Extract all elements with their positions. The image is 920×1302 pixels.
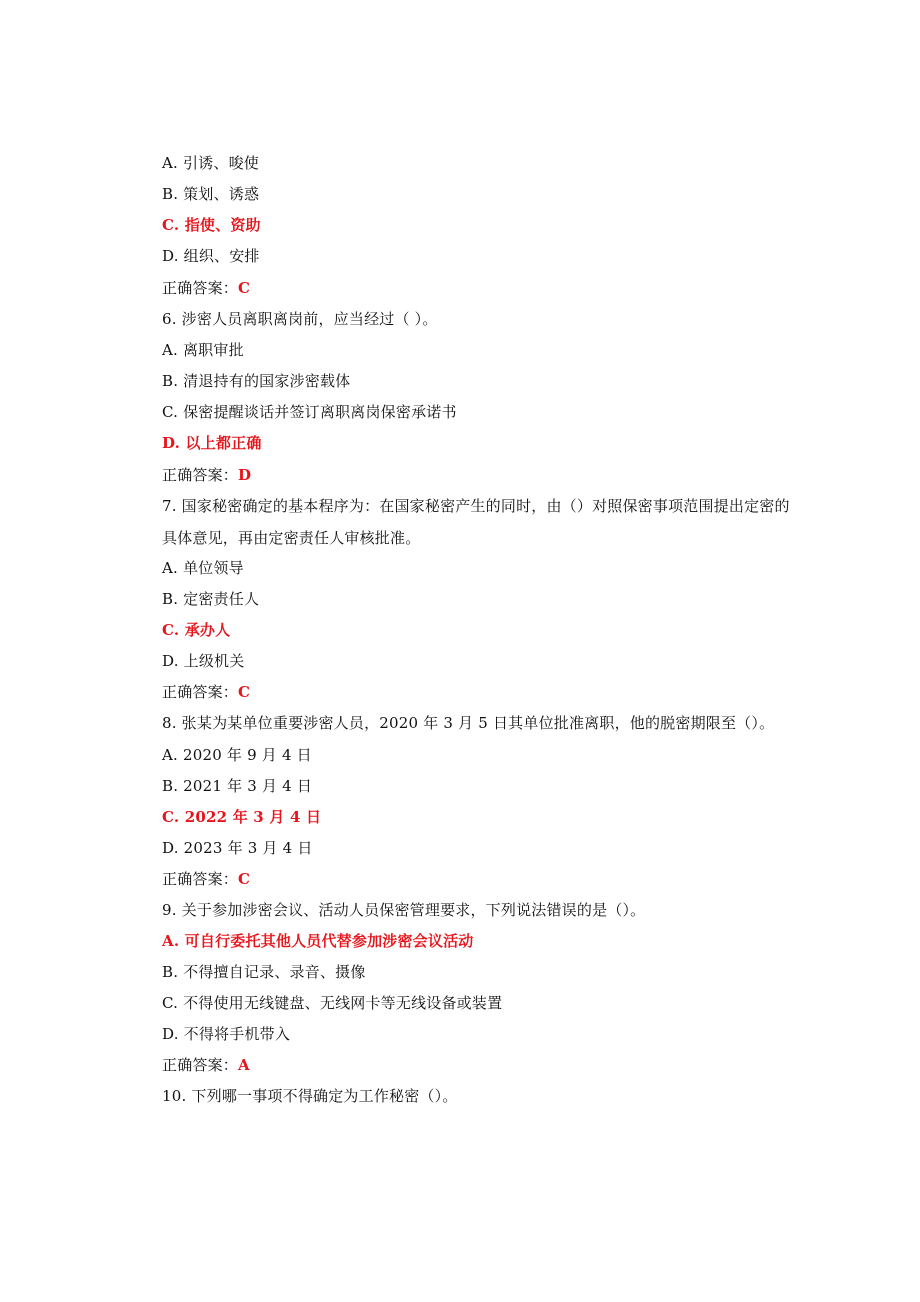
- answer-label: 正确答案：: [162, 1056, 239, 1074]
- q6-option-d-correct: D. 以上都正确: [162, 434, 262, 452]
- answer-value: A: [238, 1056, 250, 1074]
- q7-option-d: D. 上级机关: [162, 652, 245, 670]
- q7-stem: 7. 国家秘密确定的基本程序为：在国家秘密产生的同时，由（）对照保密事项范围提出定密的具体意见，再由定密责任人审核批准。: [162, 497, 790, 547]
- q6-answer: [162, 465, 251, 485]
- q8-option-b: B. 2021 年 3 月 4 日: [162, 777, 313, 795]
- answer-value: C: [238, 279, 251, 297]
- q5-option-b: B. 策划、诱惑: [162, 185, 260, 203]
- answer-label: 正确答案：: [162, 279, 239, 297]
- q7-answer: [162, 682, 250, 702]
- q8-option-c-correct: C. 2022 年 3 月 4 日: [162, 808, 322, 826]
- q5-option-d: D. 组织、安排: [162, 247, 260, 265]
- q9-stem: 9. 关于参加涉密会议、活动人员保密管理要求，下列说法错误的是（）。: [162, 901, 646, 919]
- q9-answer: [162, 1055, 250, 1075]
- q9-option-c: C. 不得使用无线键盘、无线网卡等无线设备或装置: [162, 994, 503, 1012]
- q8-option-d: D. 2023 年 3 月 4 日: [162, 839, 313, 857]
- q7-option-c-correct: C. 承办人: [162, 621, 231, 639]
- q6-option-a: A. 离职审批: [162, 341, 244, 359]
- q6-option-b: B. 清退持有的国家涉密载体: [162, 372, 351, 390]
- answer-value: C: [238, 870, 251, 888]
- q5-answer: [162, 278, 250, 298]
- q10-stem: 10. 下列哪一事项不得确定为工作秘密（）。: [162, 1087, 458, 1105]
- answer-label: 正确答案：: [162, 870, 239, 888]
- q8-option-a: A. 2020 年 9 月 4 日: [162, 746, 312, 764]
- answer-label: 正确答案：: [162, 683, 239, 701]
- q8-answer: [162, 869, 250, 889]
- answer-value: D: [238, 466, 252, 484]
- q9-option-d: D. 不得将手机带入: [162, 1025, 291, 1043]
- q8-stem: 8. 张某为某单位重要涉密人员，2020 年 3 月 5 日其单位批准离职，他的脱密期限至（）。: [162, 714, 775, 732]
- q6-stem: 6. 涉密人员离职离岗前，应当经过（ ）。: [162, 310, 438, 328]
- q5-option-c-correct: C. 指使、资助: [162, 216, 261, 234]
- q7-option-a: A. 单位领导: [162, 559, 244, 577]
- q6-option-c: C. 保密提醒谈话并签订离职离岗保密承诺书: [162, 403, 457, 421]
- q7-option-b: B. 定密责任人: [162, 590, 260, 608]
- q5-option-a: A. 引诱、唆使: [162, 154, 259, 172]
- answer-value: C: [238, 683, 251, 701]
- q9-option-b: B. 不得擅自记录、录音、摄像: [162, 963, 366, 981]
- q9-option-a-correct: A. 可自行委托其他人员代替参加涉密会议活动: [162, 932, 474, 950]
- answer-label: 正确答案：: [162, 466, 239, 484]
